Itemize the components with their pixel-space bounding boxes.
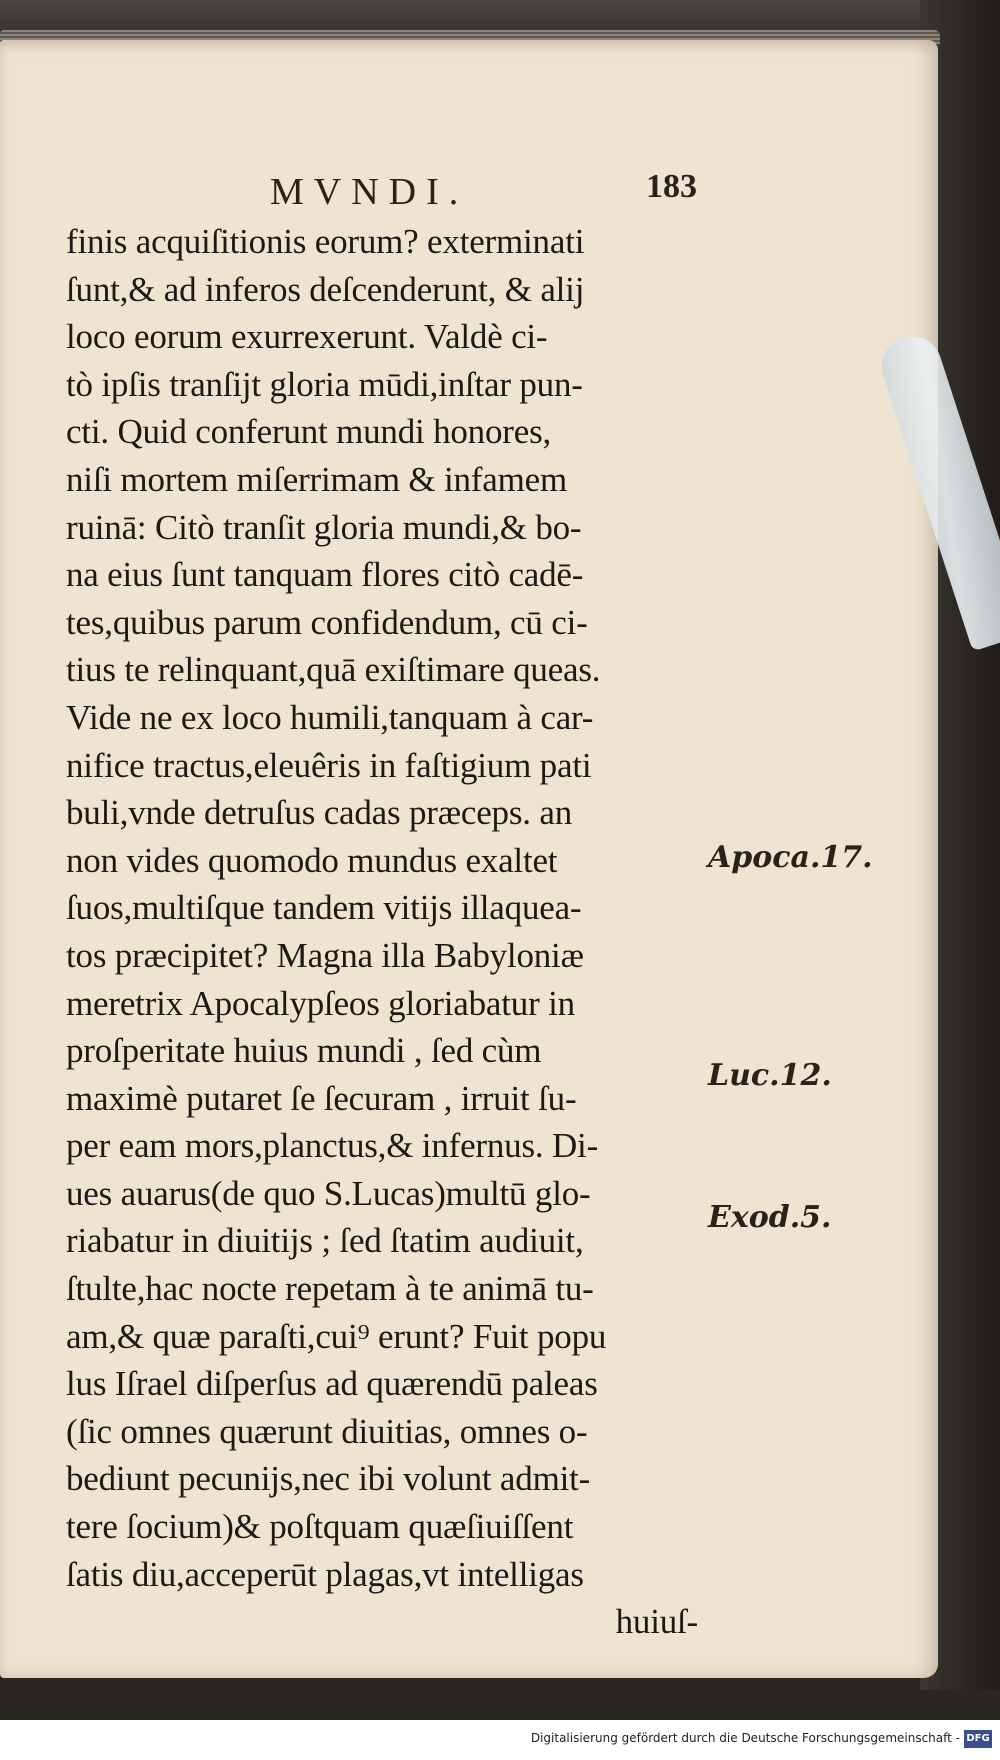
catchword: huiuſ- (615, 1602, 698, 1642)
text-line: ſatis diu,acceperūt plagas,vt intelligas (66, 1554, 584, 1594)
text-line: niſi mortem miſerrimam & infamem (66, 459, 567, 499)
text-line: ſunt,& ad inferos deſcenderunt, & alij (66, 269, 585, 309)
text-line: meretrix Apocalypſeos gloriabatur in (66, 983, 575, 1023)
text-line: na eius ſunt tanquam flores citò cadē- (66, 555, 584, 595)
digitization-footer (0, 1720, 1000, 1760)
text-line: cti. Quid conferunt mundi honores, (66, 412, 552, 452)
margin-note-exodus: Exod.5. (708, 1200, 832, 1235)
text-line: riabatur in diuitijs ; ſed ſtatim audiuit, (66, 1221, 584, 1261)
text-line: nifice tractus,eleuêris in faſtigium pati (66, 745, 592, 785)
text-line: (ſic omnes quærunt diuitias, omnes o- (66, 1411, 588, 1451)
running-head: MVNDI. (270, 171, 469, 213)
book-page (0, 40, 938, 1678)
text-line: bediunt pecunijs,nec ibi volunt admit- (66, 1459, 591, 1499)
margin-note-luke: Luc.12. (708, 1058, 832, 1093)
body-text (66, 218, 706, 1642)
text-line: per eam mors,planctus,& infernus. Di- (66, 1126, 599, 1166)
footer-credit: Digitalisierung gefördert durch die Deutsche Forschungsgemeinschaft - (530, 1731, 960, 1745)
text-line: ſuos,multiſque tandem vitijs illaquea- (66, 888, 582, 928)
text-line: ſtulte,hac nocte repetam à te animā tu- (66, 1269, 594, 1309)
text-line: am,& quæ paraſti,cui⁹ erunt? Fuit popu (66, 1316, 607, 1356)
text-line: non vides quomodo mundus exaltet (66, 840, 558, 880)
page-number: 183 (646, 168, 697, 205)
text-line: tes,quibus parum confidendum, cū ci- (66, 602, 588, 642)
text-line: tos præcipitet? Magna illa Babyloniæ (66, 935, 584, 975)
text-line: lus Iſrael diſperſus ad quærendū paleas (66, 1364, 598, 1404)
text-line: buli,vnde detruſus cadas præceps. an (66, 793, 572, 833)
margin-note-apocalypse: Apoca.17. (708, 840, 873, 875)
text-line: ues auarus(de quo S.Lucas)multū glo- (66, 1173, 591, 1213)
text-line: loco eorum exurrexerunt. Valdè ci- (66, 317, 548, 357)
dfg-logo: DFG (964, 1730, 992, 1748)
text-line: tere ſocium)& poſtquam quæſiuiſſent (66, 1507, 574, 1547)
text-line: ruinā: Citò tranſit gloria mundi,& bo- (66, 507, 582, 547)
text-line: tò ipſis tranſijt gloria mūdi,inſtar pun- (66, 364, 583, 404)
text-line: Vide ne ex loco humili,tanquam à car- (66, 697, 594, 737)
text-line: maximè putaret ſe ſecuram , irruit ſu- (66, 1078, 577, 1118)
text-line: finis acquiſitionis eorum? exterminati (66, 222, 585, 261)
text-line: tius te relinquant,quā exiſtimare queas. (66, 650, 601, 690)
text-line: proſperitate huius mundi , ſed cùm (66, 1031, 542, 1071)
